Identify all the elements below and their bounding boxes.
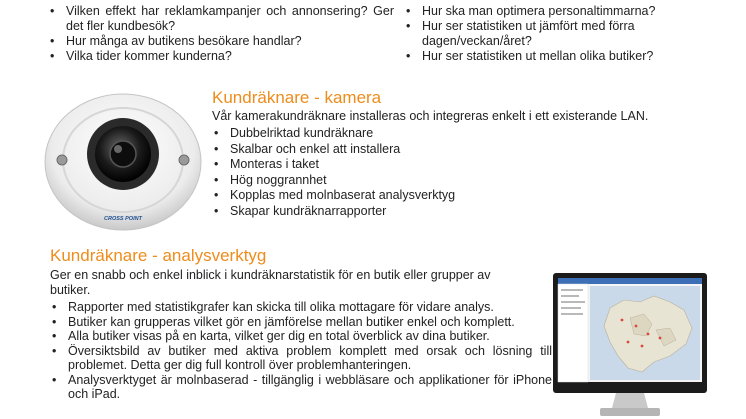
- list-item: • Skapar kundräknarrapporter: [212, 204, 652, 220]
- camera-feature-list: [212, 126, 652, 220]
- list-item: • Butiker kan grupperas vilket gör en jämförelse mellan butiker enkel och komplett.: [50, 315, 552, 330]
- analysis-tool-screen-image: [552, 272, 708, 419]
- list-item: • Översiktsbild av butiker med aktiva problem komplett med orsak och lösning till problemet. Detta ger dig full kontroll över problemhanteringen.: [50, 344, 552, 373]
- list-item: • Dubbelriktad kundräknare: [212, 126, 652, 142]
- list-item: • Hur ska man optimera personaltimmarna?: [404, 4, 704, 19]
- list-item: • Skalbar och enkel att installera: [212, 142, 652, 158]
- list-item: • Alla butiker visas på en karta, vilket ger dig en total överblick av dina butiker.: [50, 329, 552, 344]
- analysis-feature-list: [50, 300, 552, 402]
- list-item: • Hur ser statistiken ut mellan olika butiker?: [404, 49, 704, 64]
- camera-section-title: Kundräknare - kamera: [212, 88, 382, 107]
- analysis-section-title: Kundräknare - analysverktyg: [50, 246, 267, 265]
- list-item: • Hur ser statistiken ut jämfört med förra dagen/veckan/året?: [404, 19, 704, 49]
- list-item: • Rapporter med statistikgrafer kan skicka till olika mottagare för vidare analys.: [50, 300, 552, 315]
- list-item: • Vilka tider kommer kunderna?: [48, 49, 394, 64]
- list-item: • Hög noggrannhet: [212, 173, 652, 189]
- cross-point-logo: CROSS POINT: [104, 216, 142, 222]
- dome-camera-image: [38, 80, 208, 238]
- list-item: • Hur många av butikens besökare handlar?: [48, 34, 394, 49]
- top-right-bullet-list: [404, 4, 704, 64]
- list-item: • Monteras i taket: [212, 157, 652, 173]
- camera-intro: Vår kamerakundräknare installeras och integreras enkelt i ett existerande LAN.: [212, 109, 649, 123]
- list-item: • Kopplas med molnbaserat analysverktyg: [212, 188, 652, 204]
- top-left-bullet-list: [48, 4, 394, 64]
- analysis-intro: Ger en snabb och enkel inblick i kundräknarstatistik för en butik eller grupper av butiker.: [50, 268, 491, 297]
- list-item: • Analysverktyget är molnbaserad - tillgänglig i webbläsare och applikationer för iPhone och iPad.: [50, 373, 552, 402]
- list-item: • Vilken effekt har reklamkampanjer och annonsering? Ger det fler kundbesök?: [48, 4, 394, 34]
